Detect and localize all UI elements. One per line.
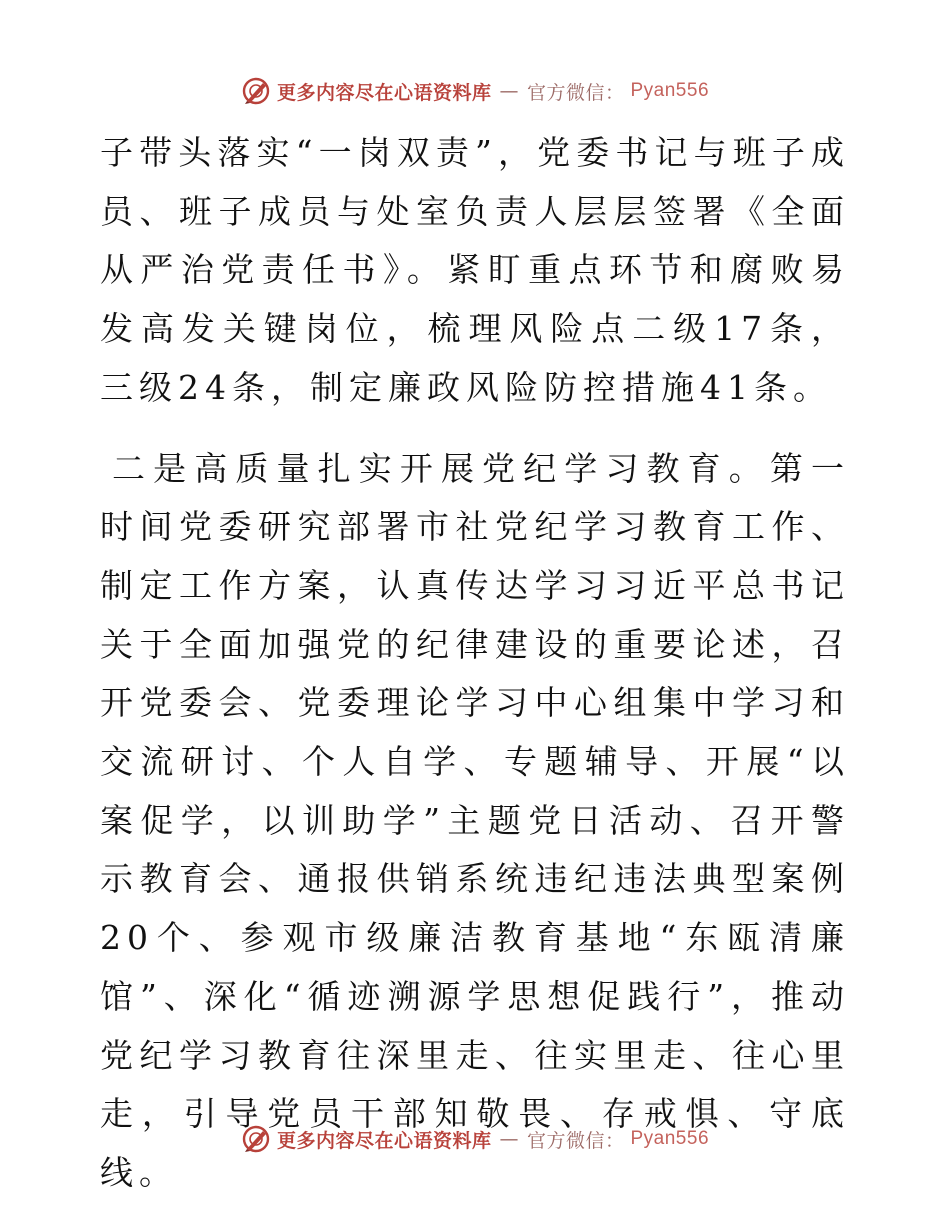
- paragraph-2: 二是高质量扎实开展党纪学习教育。第一时间党委研究部署市社党纪学习教育工作、制定工作方案，认真传达学习习近平总书记关于全面加强党的纪律建设的重要论述，召开党委会、党委理论学习中心组集中学习和交流研讨、个人自学、专题辅导、开展“以案促学，以训助学”主题党日活动、召开警示教育会、通报供销系统违纪违法典型案例20个、参观市级廉洁教育基地“东瓯清廉馆”、深化“循迹溯源学思想促践行”，推动党纪学习教育往深里走、往实里走、往心里走，引导党员干部知敬畏、存戒惧、守底线。: [100, 448, 850, 1192]
- pen-logo-icon: [241, 1124, 271, 1154]
- header-watermark: [0, 76, 950, 106]
- watermark-wechat-label: 官方微信：: [526, 81, 625, 104]
- watermark-wechat-id: Pyan556: [630, 80, 710, 101]
- watermark-separator: —: [499, 80, 519, 102]
- watermark-brand: 更多内容尽在心语资料库: [276, 1129, 492, 1152]
- watermark-brand: 更多内容尽在心语资料库: [276, 81, 492, 104]
- paragraph-1: 子带头落实“一岗双责”，党委书记与班子成员、班子成员与处室负责人层层签署《全面从严治党责任书》。紧盯重点环节和腐败易发高发关键岗位，梳理风险点二级17条，三级24条，制定廉政风险防控措施41条。: [100, 133, 850, 407]
- pen-logo-icon: [241, 76, 271, 106]
- watermark-wechat-label: 官方微信：: [526, 1129, 625, 1152]
- watermark-wechat-id: Pyan556: [630, 1128, 710, 1149]
- watermark-separator: —: [499, 1128, 519, 1150]
- footer-watermark: [0, 1124, 950, 1154]
- document-body: [100, 124, 850, 1203]
